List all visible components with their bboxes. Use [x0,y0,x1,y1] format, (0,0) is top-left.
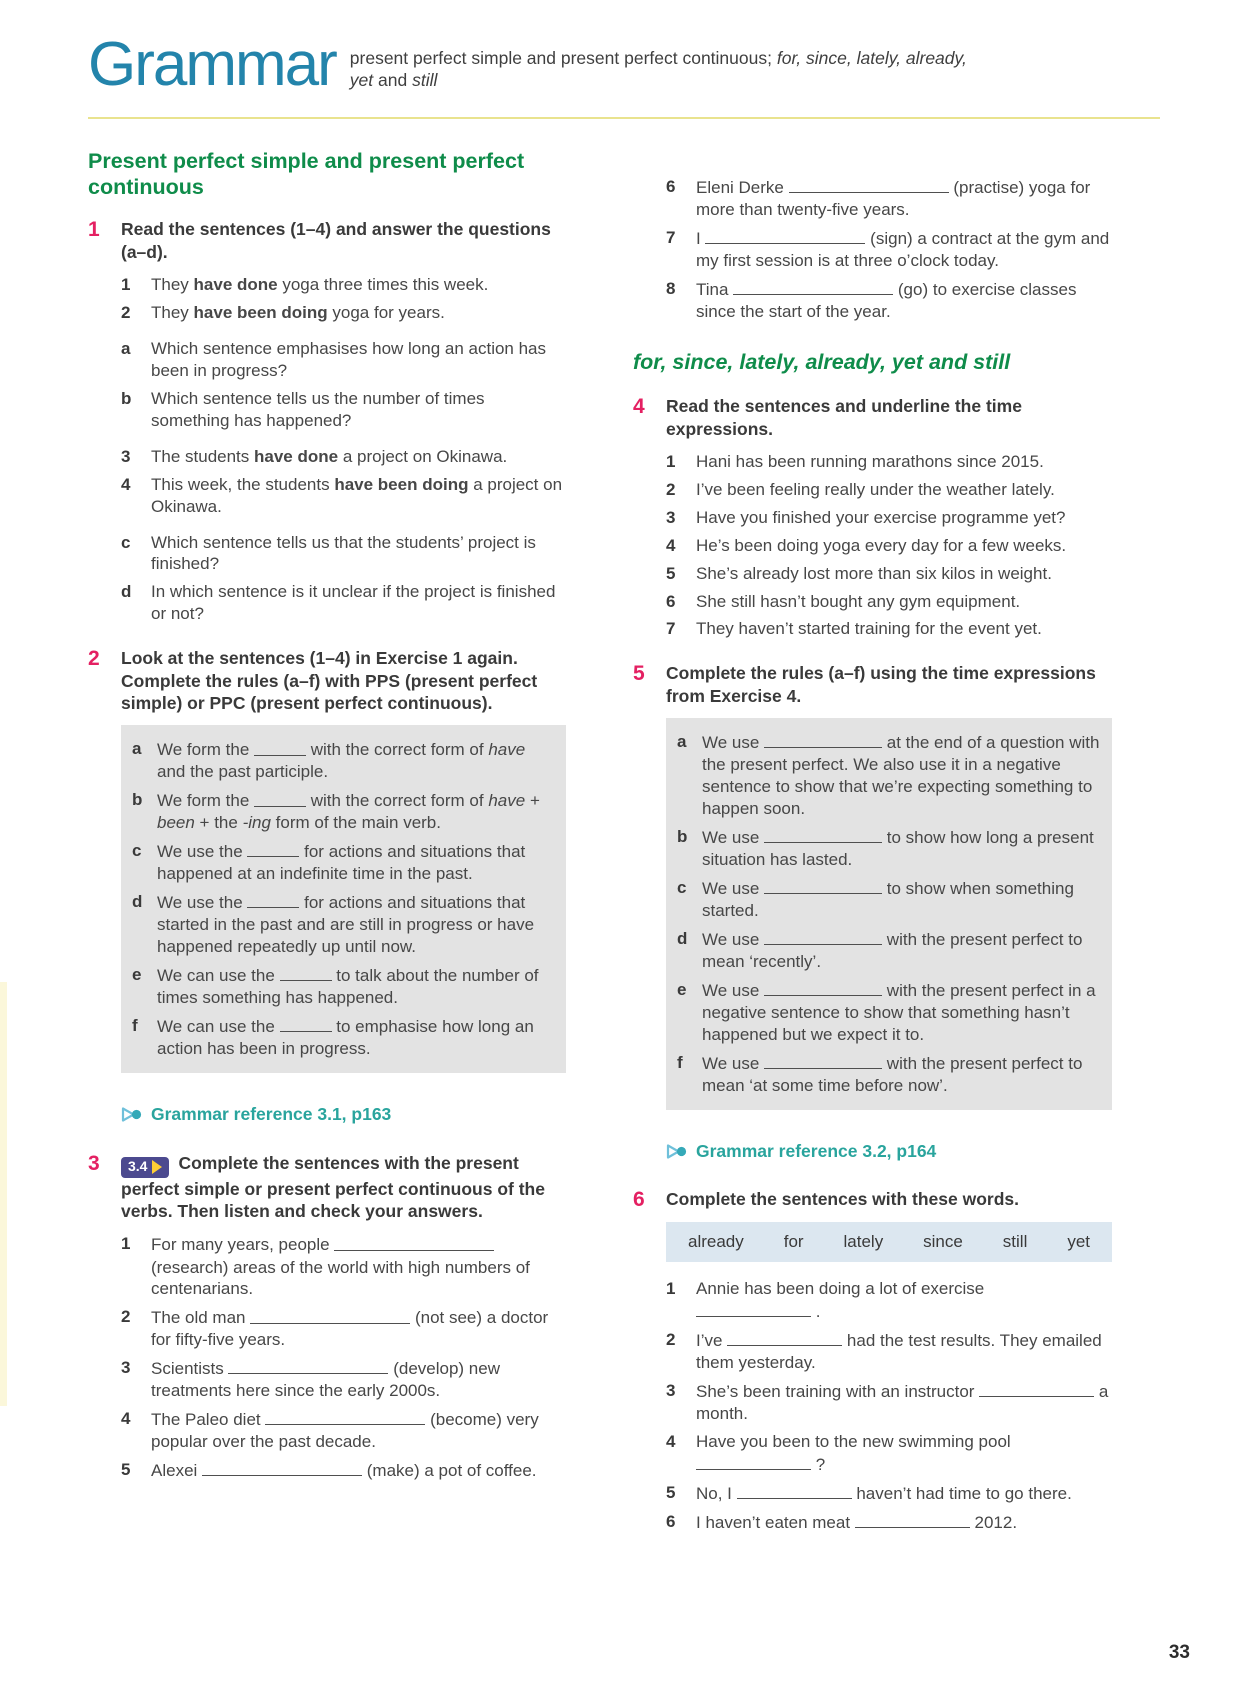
item-text: Hani has been running marathons since 2015. [696,451,1044,471]
exercise-body [121,218,566,631]
list-item [121,446,566,468]
list-item [121,1408,566,1453]
exercise-number: 1 [88,218,100,242]
list-item [121,388,566,432]
item-text: We use at the end of a question with the present perfect. We also use it in a negative sentence to show that we’re expecting something to happen soon. [702,731,1100,820]
item-text: The old man (not see) a doctor for fifty-five years. [151,1306,566,1351]
list-item [121,302,566,324]
word-option: yet [1067,1231,1090,1251]
item-number: 5 [121,1460,131,1480]
item-number: 1 [121,275,131,295]
item-number: 5 [666,1482,676,1502]
item-text: I haven’t eaten meat 2012. [696,1511,1112,1534]
grammar-reference-icon [121,1106,142,1123]
list-item [121,1459,566,1482]
blank-line [764,731,882,748]
blank-line [855,1511,970,1528]
blank-line [250,1306,410,1323]
rules-box [666,718,1112,1110]
list-item [121,532,566,576]
item-number: 6 [666,177,676,196]
blank-line [764,877,882,894]
item-number: f [677,1052,683,1072]
exercise-3-continued-items [666,176,1112,323]
item-number: e [677,979,687,999]
item-text: In which sentence is it unclear if the project is finished or not? [151,582,556,624]
exercise-instruction [121,1152,566,1223]
exercise-5 [633,662,1112,1123]
section-heading-pps-ppc: Present perfect simple and present perfect continuous [88,149,525,200]
item-number: c [121,532,131,552]
blank-line [280,964,332,981]
exercise-2 [88,647,566,1087]
blank-line [696,1453,811,1470]
exercise-items [121,274,566,625]
blank-line [254,738,306,755]
item-number: f [132,1016,138,1036]
word-option: already [688,1231,744,1251]
exercise-body [121,647,566,1087]
item-text: Which sentence emphasises how long an action has been in progress? [151,339,547,380]
exercise-number: 5 [633,662,645,686]
grammar-reference-link [666,1140,1112,1163]
exercise-1 [88,218,566,631]
item-text: We use to show how long a present situation has lasted. [702,826,1100,871]
item-number: 3 [121,446,131,466]
exercise-3 [88,1152,566,1489]
item-number: 2 [121,1307,131,1327]
list-item [132,964,554,1009]
exercise-items [121,1233,566,1482]
item-text: We can use the to talk about the number of times something has happened. [157,964,554,1009]
item-number: a [132,739,142,759]
blank-line [247,891,299,908]
list-item [677,731,1100,820]
blank-line [764,826,882,843]
item-text: We use with the present perfect to mean ‘at some time before now’. [702,1052,1100,1097]
page-title: Grammar [88,30,336,99]
item-text: We can use the to emphasise how long an action has been in progress. [157,1015,554,1060]
item-text: Tina (go) to exercise classes since the start of the year. [696,278,1112,323]
list-item [121,274,566,296]
item-number: 4 [121,1409,131,1429]
page-subtitle: present perfect simple and present perfect continuous; for, since, lately, already, yet and still [349,48,967,91]
item-number: d [132,892,143,912]
list-item [666,479,1112,501]
blank-line [696,1300,811,1317]
blank-line [727,1329,842,1346]
item-text: Eleni Derke (practise) yoga for more than twenty-five years. [696,176,1112,221]
list-item [121,1357,566,1402]
item-number: 4 [121,474,131,494]
exercise-number: 4 [633,395,645,419]
item-number: 5 [666,563,676,583]
item-number: 3 [666,507,676,527]
list-item [121,338,566,382]
exercise-instruction: Complete the rules (a–f) using the time expressions from Exercise 4. [666,663,1096,706]
exercise-body [666,662,1112,1123]
left-column [88,148,566,1504]
item-number: 4 [666,535,676,555]
list-item [677,826,1100,871]
item-number: 8 [666,278,676,298]
item-text: He’s been doing yoga every day for a few weeks. [696,535,1067,555]
word-option: since [923,1231,963,1251]
item-text: We form the with the correct form of have and the past participle. [157,738,554,783]
item-number: 4 [666,1431,676,1451]
list-item [121,1233,566,1300]
list-item [666,618,1112,640]
item-text: Annie has been doing a lot of exercise . [696,1278,985,1321]
word-option: lately [843,1231,884,1251]
list-item [132,840,554,885]
list-item [121,1306,566,1351]
item-text: Which sentence tells us the number of times something has happened? [151,388,485,430]
exercise-instruction-text: Complete the sentences with the present perfect simple or present perfect continuous of the verbs. Then listen and check your answers. [121,1152,545,1222]
list-item [666,535,1112,557]
list-item [677,877,1100,922]
blank-line [334,1233,494,1250]
list-item [677,928,1100,973]
item-number: 7 [666,619,676,639]
exercise-instruction: Complete the sentences with these words. [666,1189,1019,1210]
blank-line [737,1482,852,1499]
item-text: We use the for actions and situations that started in the past and are still in progress or have happened repeatedly up until now. [157,891,554,958]
grammar-reference-icon [666,1143,687,1160]
item-text: She’s already lost more than six kilos in weight. [696,563,1052,583]
blank-line [979,1380,1094,1397]
word-option: for [783,1231,804,1251]
blank-line [202,1459,362,1476]
item-text: For many years, people (research) areas of the world with high numbers of centenarians. [151,1233,566,1300]
blank-line [705,227,865,244]
list-item [666,451,1112,473]
item-number: 2 [666,1329,676,1349]
list-item [666,278,1112,323]
item-text: Which sentence tells us that the students’ project is finished? [151,532,536,574]
exercise-number: 3 [88,1151,100,1175]
exercise-body [666,395,1112,646]
item-text: They haven’t started training for the event yet. [696,619,1042,639]
list-item [666,1482,1112,1505]
item-number: b [121,388,132,408]
item-number: c [677,878,687,897]
item-text: Have you been to the new swimming pool ? [696,1431,1011,1474]
page-edge-highlight [0,982,7,1406]
exercise-4 [633,395,1112,646]
blank-line [764,1052,882,1069]
play-triangle-icon [152,1160,162,1174]
item-number: 3 [666,1380,676,1400]
item-number: 2 [121,303,131,323]
section-heading-time-expressions: for, since, lately, already, yet and still [633,349,1011,374]
item-number: b [132,790,143,810]
item-number: b [677,827,688,847]
item-text: We use to show when something started. [702,877,1100,922]
list-item [666,176,1112,221]
item-number: c [132,841,142,861]
exercise-items [666,451,1112,640]
word-bank [666,1222,1112,1262]
item-text: They have been doing yoga for years. [151,303,445,323]
list-item [132,1015,554,1060]
blank-line [764,979,882,996]
rules-box [121,725,566,1073]
page-header [88,30,967,99]
item-text: Scientists (develop) new treatments here since the early 2000s. [151,1357,566,1402]
blank-line [789,176,949,193]
list-item [666,1278,1112,1323]
item-text: Alexei (make) a pot of coffee. [151,1459,566,1482]
item-text: I’ve had the test results. They emailed them yesterday. [696,1329,1112,1374]
audio-track-badge [121,1157,169,1178]
item-text: We form the with the correct form of have + been + the -ing form of the main verb. [157,789,554,834]
item-number: 1 [666,1278,676,1298]
exercise-items [666,1278,1112,1534]
list-item [132,891,554,958]
item-text: This week, the students have been doing a project on Okinawa. [151,474,563,516]
exercise-body [121,1152,566,1489]
item-number: d [677,928,688,948]
item-number: d [121,582,132,602]
grammar-reference-link [121,1103,566,1126]
list-item [677,1052,1100,1097]
item-text: The students have done a project on Okinawa. [151,446,508,466]
list-item [132,789,554,834]
blank-line [228,1357,388,1374]
item-text: She still hasn’t bought any gym equipment. [696,591,1021,611]
item-text: The Paleo diet (become) very popular over the past decade. [151,1408,566,1453]
item-text: We use with the present perfect in a negative sentence to show that something hasn’t happened but we expect it to. [702,979,1100,1046]
item-number: e [132,965,142,985]
item-number: 6 [666,591,676,611]
blank-line [764,928,882,945]
item-text: She’s been training with an instructor a month. [696,1380,1112,1425]
exercise-number: 2 [88,647,100,671]
item-number: a [121,339,131,359]
list-item [666,507,1112,529]
list-item [666,563,1112,585]
item-text: They have done yoga three times this week. [151,275,489,295]
word-option: still [1002,1231,1028,1251]
item-number: 6 [666,1511,676,1531]
list-item [677,979,1100,1046]
item-number: 7 [666,227,676,247]
page-number: 33 [1168,1642,1190,1663]
blank-line [265,1408,425,1425]
item-number: 3 [121,1358,131,1378]
item-number: 2 [666,479,676,499]
list-item [666,1431,1112,1476]
audio-track-number: 3.4 [128,1157,148,1174]
blank-line [247,840,299,857]
item-text: I (sign) a contract at the gym and my first session is at three o’clock today. [696,227,1112,272]
list-item [666,1329,1112,1374]
divider [88,117,1160,119]
list-item [666,591,1112,613]
list-item [666,1511,1112,1534]
exercise-instruction: Look at the sentences (1–4) in Exercise 1 again. Complete the rules (a–f) with PPS (present perfect simple) or PPC (present perfect continuous). [121,648,538,713]
list-item [666,1380,1112,1425]
item-number: 1 [121,1234,131,1254]
list-item [121,474,566,518]
item-text: We use with the present perfect to mean ‘recently’. [702,928,1100,973]
exercise-body [666,1188,1112,1539]
blank-line [254,789,306,806]
list-item [666,227,1112,272]
grammar-reference-label: Grammar reference 3.1, p163 [151,1104,392,1125]
exercise-instruction: Read the sentences (1–4) and answer the questions (a–d). [121,219,551,262]
exercise-6 [633,1188,1112,1539]
item-text: I’ve been feeling really under the weather lately. [696,479,1055,499]
item-text: Have you finished your exercise programme yet? [696,507,1066,527]
exercise-number: 6 [633,1188,645,1212]
item-number: a [677,732,687,752]
exercise-instruction: Read the sentences and underline the time expressions. [666,396,1022,439]
item-text: We use the for actions and situations that happened at an indefinite time in the past. [157,840,554,885]
list-item [121,581,566,625]
item-number: 1 [666,451,676,471]
right-column [633,148,1112,1556]
list-item [132,738,554,783]
blank-line [733,278,893,295]
grammar-reference-label: Grammar reference 3.2, p164 [696,1140,937,1161]
item-text: No, I haven’t had time to go there. [696,1482,1112,1505]
blank-line [280,1015,332,1032]
